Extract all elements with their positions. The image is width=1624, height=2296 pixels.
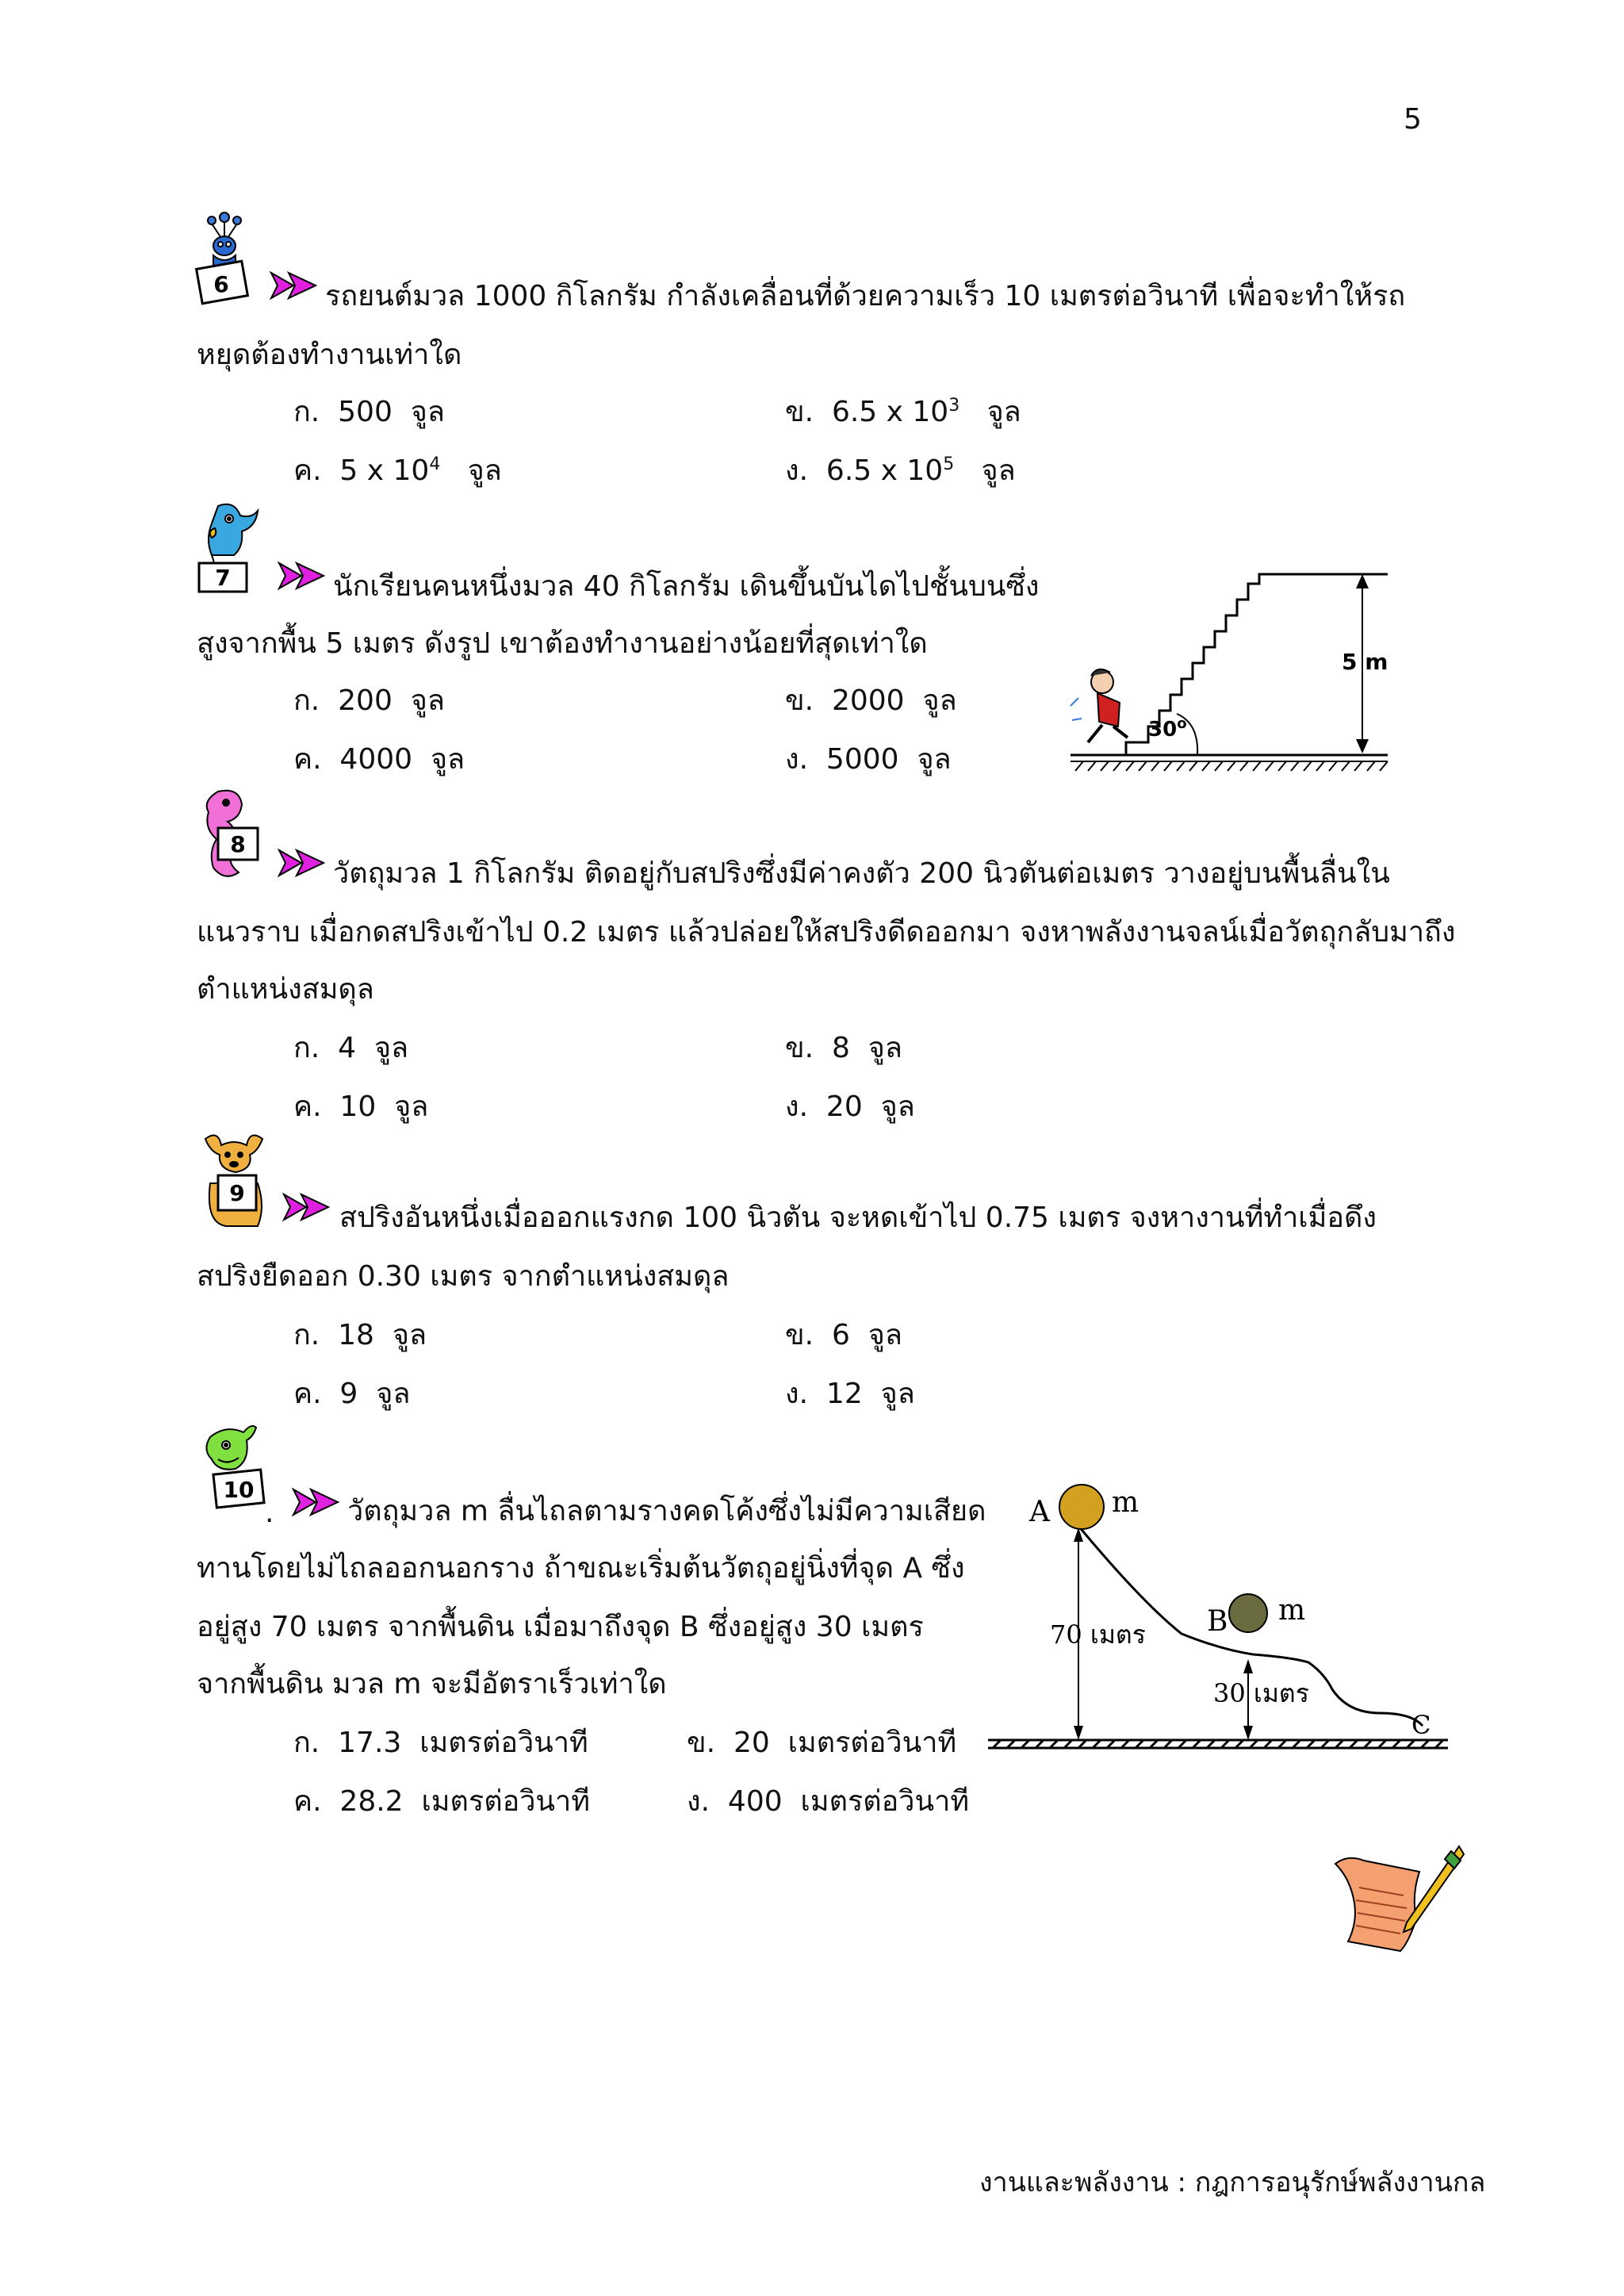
svg-text:5 m: 5 m	[1342, 649, 1388, 675]
option-a: ก. 18 จูล	[293, 1319, 427, 1351]
option-a: ก. 17.3 เมตรต่อวินาที	[293, 1727, 588, 1759]
running-boy-icon	[1071, 669, 1128, 742]
seahorse-mascot-icon-8	[194, 784, 266, 887]
svg-text:C: C	[1411, 1710, 1431, 1740]
option-b: ข. 8 จูล	[785, 1032, 902, 1064]
option-b: ข. 20 เมตรต่อวินาที	[687, 1727, 957, 1759]
svg-text:m: m	[1278, 1594, 1306, 1627]
svg-text:A: A	[1029, 1496, 1050, 1528]
option-d: ง. 5000 จูล	[785, 743, 952, 776]
parrot-mascot-icon-7	[194, 500, 266, 599]
arrow-b-down	[1243, 1726, 1253, 1740]
option-d: ง. 400 เมตรต่อวินาที	[687, 1785, 970, 1818]
option-c: ค. 9 จูล	[293, 1378, 411, 1410]
arrow-head-up	[1356, 574, 1369, 588]
creature-mascot-icon-10	[194, 1421, 274, 1520]
option-d: ง. 6.5 x $10^5$ จูล	[785, 454, 1016, 487]
svg-text:70 เมตร: 70 เมตร	[1050, 1619, 1146, 1650]
arrow-a-down	[1074, 1726, 1083, 1740]
ground-hatch	[1071, 761, 1388, 771]
option-c: ค. 10 จูล	[293, 1091, 429, 1123]
option-a: ก. 200 จูล	[293, 684, 445, 717]
curved-track-figure	[983, 1475, 1451, 1769]
option-b: ข. 6.5 x $10^3$ จูล	[785, 396, 1021, 428]
double-arrow-icon	[278, 560, 327, 592]
svg-text:B: B	[1207, 1605, 1228, 1638]
double-arrow-icon	[282, 1191, 331, 1223]
ball-a	[1059, 1485, 1104, 1529]
dog-mascot-icon-9	[194, 1128, 274, 1231]
option-c: ค. 28.2 เมตรต่อวินาที	[293, 1785, 590, 1818]
option-c: ค. 4000 จูล	[293, 743, 465, 776]
option-b: ข. 6 จูล	[785, 1319, 902, 1351]
option-d: ง. 12 จูล	[785, 1378, 915, 1410]
double-arrow-icon	[278, 847, 327, 879]
question-10-dot: .	[265, 1497, 274, 1529]
arrow-b-up	[1243, 1659, 1253, 1673]
option-c: ค. 5 x $10^4$ จูล	[293, 454, 502, 487]
scroll-pen-icon	[1324, 1840, 1467, 1959]
double-arrow-icon	[292, 1486, 341, 1518]
svg-text:30o: 30$^o$	[1148, 715, 1187, 742]
ball-b	[1229, 1594, 1267, 1632]
option-d: ง. 20 จูล	[785, 1091, 915, 1123]
svg-text:10: 10	[223, 1477, 255, 1503]
svg-text:8: 8	[230, 831, 246, 857]
page-number: 5	[1404, 103, 1422, 136]
svg-text:7: 7	[215, 565, 231, 591]
double-arrow-icon	[270, 270, 319, 301]
staircase-figure	[1063, 563, 1396, 785]
svg-text:6: 6	[213, 271, 229, 297]
option-a: ก. 500 จูล	[293, 396, 445, 428]
alien-mascot-icon-6	[194, 208, 266, 307]
svg-text:m: m	[1112, 1486, 1139, 1519]
footer: งานและพลังงาน : กฎการอนุรักษ์พลังงานกล	[979, 2167, 1486, 2198]
option-a: ก. 4 จูล	[293, 1032, 409, 1064]
option-b: ข. 2000 จูล	[785, 684, 957, 717]
svg-text:9: 9	[229, 1180, 245, 1206]
svg-text:30 เมตร: 30 เมตร	[1213, 1678, 1309, 1708]
arrow-head-down	[1356, 739, 1369, 753]
